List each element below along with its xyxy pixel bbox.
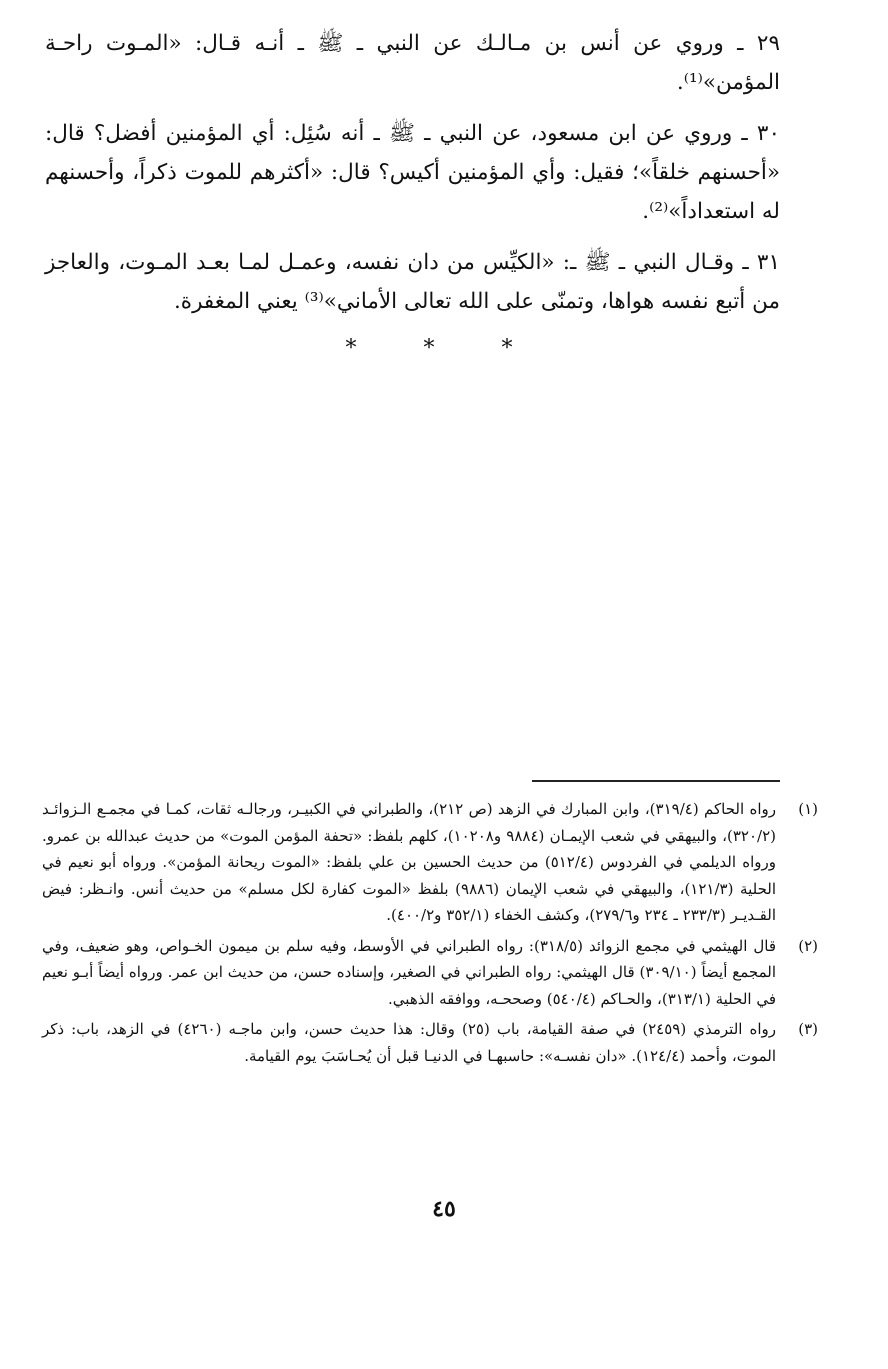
paragraph-29: ٢٩ ـ وروي عن أنس بن مـالـك عن النبي ـ ﷺ ـ أنـه قـال: «المـوت راحـة المؤمن»⁽¹⁾. [45,31,780,95]
footnote-number: (٢) [798,936,818,955]
footnote-text: قال الهيثمي في مجمع الزوائد (٣١٨/٥): رواه الطبراني في الأوسط، وفيه سلم بن ميمون الخـواص، وهو ضعيف، وفي المجمع أيضاً (٣٠٩/١٠) قال الهيثمي: رواه الطبراني في الصغير، وإسناده حسن، من حديث ابن عمر. ورواه أيضاً أبـو نعيم في الحلية (٣١٣/١)، والحـاكم (٥٤٠/٤) وصححـه، ووافقه الذهبي. [42,936,776,1008]
paragraph-30: ٣٠ ـ وروي عن ابن مسعود، عن النبي ـ ﷺ ـ أنه سُئِل: أي المؤمنين أفضل؟ قال: «أحسنهم خلقاً»؛ فقيل: وأي المؤمنين أكيس؟ قال: «أكثرهم للموت ذكراً، وأحسنهم له استعداداً»⁽²⁾. [45,121,780,224]
footnote-divider [532,780,780,782]
footnotes-section [42,796,818,1073]
footnote-text: رواه الحاكم (٣١٩/٤)، وابن المبارك في الزهد (ص ٢١٢)، والطبراني في الكبيـر، ورجالـه ثقات، كمـا في مجمـع الـزوائـد (٣٢٠/٢)، والبيهقي في شعب الإيمـان (٩٨٨٤ و١٠٢٠٨)، كلهم بلفظ: «تحفة المؤمن الموت» من حديث عبدالله بن عمرو. ورواه الديلمي في الفردوس (٥١٢/٤) من حديث الحسين بن علي بلفظ: «الموت ريحانة المؤمن». ورواه أبو نعيم في الحلية (١٢١/٣)، والبيهقي في شعب الإيمان (٩٨٨٦) بلفظ «الموت كفارة لكل مسلم» من حديث أنس. وانـظر: فيض القـديـر (٢٣٣/٣ ـ ٢٣٤ و٢٧٩/٦)، وكشف الخفاء (٣٥٢/١ و٤٠٠/٢). [42,800,777,924]
footnote-2 [42,933,818,1013]
footnote-text: رواه الترمذي (٢٤٥٩) في صفة القيامة، باب (٢٥) وقال: هذا حديث حسن، وابن ماجـه (٤٢٦٠) في الزهد، باب: ذكر الموت، وأحمد (١٢٤/٤). «دان نفسـه»: حاسبهـا في الدنيـا قبل أن يُحـاسَبَ يوم القيامة. [42,1020,777,1065]
page-number: ٤٥ [432,1196,456,1222]
main-text-body [45,24,780,333]
paragraph-31: ٣١ ـ وقـال النبي ـ ﷺ ـ: «الكيِّس من دان نفسه، وعمـل لمـا بعـد المـوت، والعاجز من أتبع نفسه هواها، وتمنّى على الله تعالى الأماني»⁽³⁾ يعني المغفرة. [45,250,780,314]
footnote-number: (١) [798,800,818,818]
section-separator: * * * [345,336,543,361]
footnote-1 [42,796,818,929]
footnote-3 [42,1016,818,1069]
footnote-number: (٣) [798,1020,818,1038]
